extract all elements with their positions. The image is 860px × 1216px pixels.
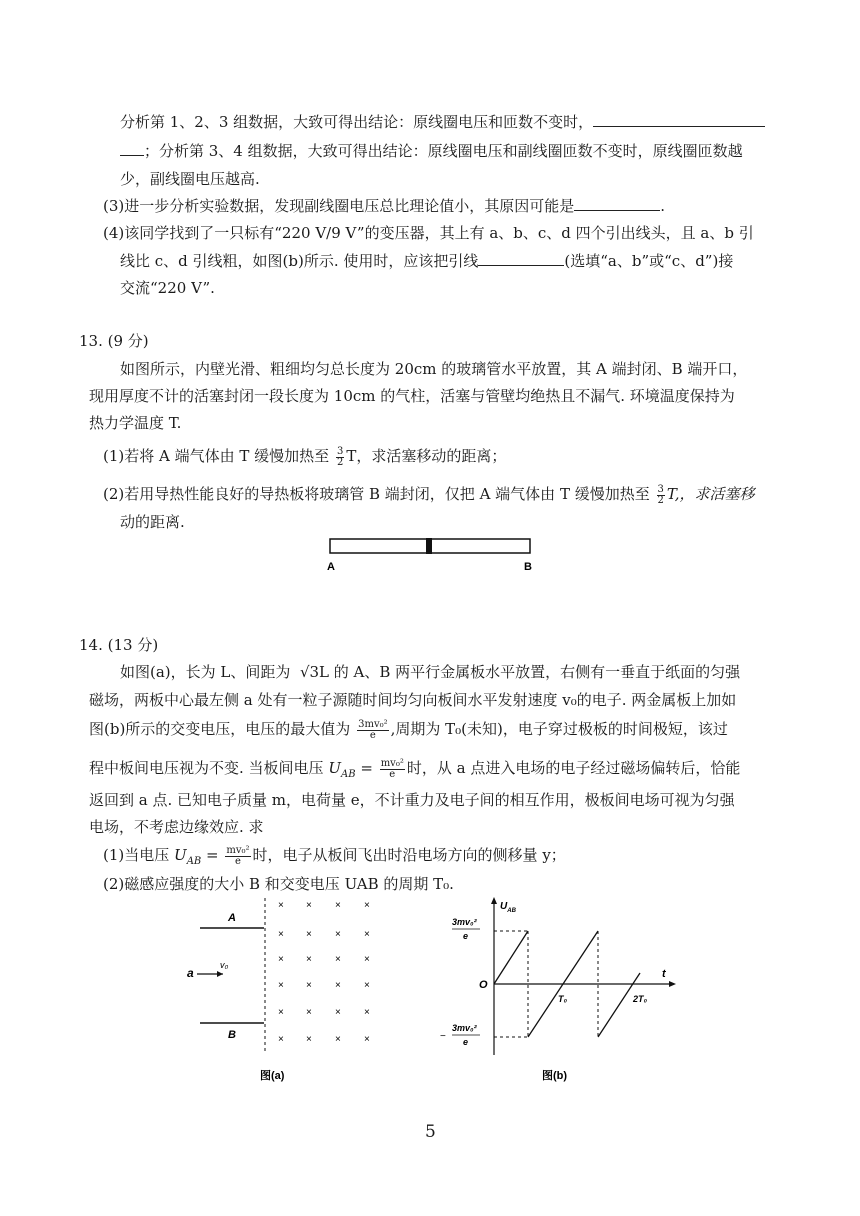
q14-p1-b: 的 A、B 两平行金属板水平放置，右侧有一垂直于纸面的匀强	[333, 663, 741, 681]
y-arrow-icon	[491, 897, 497, 904]
field-cross-icon: ×	[306, 954, 312, 965]
frac-den: e	[369, 729, 376, 741]
fraction-mv0sq-over-e	[380, 759, 405, 780]
frac-den: e	[389, 768, 396, 780]
field-cross-icon: ×	[364, 1007, 370, 1018]
min-sign: −	[440, 1031, 446, 1042]
three-halves-fraction-2	[657, 485, 665, 506]
field-cross-icon: ×	[335, 929, 341, 940]
fraction-3mv0sq-over-e	[357, 720, 389, 741]
origin-label: O	[479, 979, 488, 991]
q13-sub2-cont: 动的距离.	[120, 513, 185, 531]
magnetic-field-crosses	[278, 900, 370, 1045]
field-cross-icon: ×	[335, 1034, 341, 1045]
field-cross-icon: ×	[364, 1034, 370, 1045]
q12-line3: 少，副线圈电压越高.	[120, 170, 260, 188]
q13-p2: 现用厚度不计的活塞封闭一段长度为 10cm 的气柱，活塞与管壁均绝热且不漏气. 环境温度保持为	[89, 387, 735, 405]
answer-blank-2	[574, 196, 660, 211]
equals-sign: =	[355, 759, 373, 777]
y-axis-label	[500, 901, 517, 914]
frac-num: 3mv₀²	[358, 718, 388, 730]
u-letter: U	[174, 846, 187, 864]
q12-item4-line2	[120, 250, 733, 272]
field-cross-icon: ×	[306, 1007, 312, 1018]
field-cross-icon: ×	[335, 1007, 341, 1018]
field-cross-icon: ×	[306, 900, 312, 911]
field-cross-icon: ×	[364, 900, 370, 911]
q14-p4-b: 时，从 a 点进入电场的电子经过磁场偏转后，恰能	[406, 759, 741, 777]
u-letter: U	[328, 759, 341, 777]
q12-item3-end: .	[660, 197, 666, 215]
tube-label-b: B	[524, 561, 532, 573]
field-cross-icon: ×	[278, 900, 284, 911]
q14-p1	[120, 661, 740, 683]
q14-p6: 电场，不考虑边缘效应. 求	[89, 818, 264, 836]
ramp-1	[494, 931, 528, 984]
plate-a-label: A	[228, 912, 236, 924]
field-cross-icon: ×	[335, 954, 341, 965]
glass-tube-figure	[320, 532, 540, 578]
frac-den: 2	[657, 494, 664, 506]
three-halves-fraction	[336, 447, 344, 468]
q14-sub1	[103, 844, 566, 873]
min-value-num: 3mv₀²	[452, 1023, 477, 1033]
ab-sub: AB	[340, 769, 356, 780]
frac-num: 3	[657, 483, 664, 495]
q12-item4-line3: 交流“220 V”.	[120, 279, 215, 297]
q14-header: 14. (13 分)	[79, 636, 159, 654]
q13-header: 13. (9 分)	[79, 332, 149, 350]
max-value-num: 3mv₀²	[452, 917, 477, 927]
q12-line1	[120, 111, 765, 133]
velocity-label: v₀	[220, 960, 229, 970]
tube-label-a: A	[327, 561, 335, 573]
q13-sub2-b: T,，求活塞移	[666, 485, 755, 503]
q14-p3-a: 图(b)所示的交变电压，电压的最大值为	[89, 720, 351, 738]
x-arrow-icon	[669, 981, 676, 987]
field-cross-icon: ×	[306, 980, 312, 991]
answer-blank-1-cont	[120, 141, 144, 156]
field-cross-icon: ×	[278, 980, 284, 991]
figure-a	[180, 895, 380, 1087]
field-cross-icon: ×	[278, 954, 284, 965]
figure-a-caption: 图(a)	[260, 1070, 285, 1082]
frac-num: mv₀²	[380, 757, 404, 769]
field-cross-icon: ×	[306, 929, 312, 940]
field-cross-icon: ×	[306, 1034, 312, 1045]
source-label: a	[187, 966, 194, 980]
q12-item3-text: (3)进一步分析实验数据，发现副线圈电压总比理论值小，其原因可能是	[103, 197, 575, 215]
ramp-3	[598, 973, 640, 1037]
answer-blank-1	[593, 112, 765, 127]
sqrt3-l: √3L	[299, 663, 329, 681]
plate-b-label: B	[228, 1029, 236, 1041]
q14-p2: 磁场，两板中心最左侧 a 处有一粒子源随时间均匀向板间水平发射速度 v₀的电子. 两金属板上加如	[89, 691, 737, 709]
q13-p3: 热力学温度 T.	[89, 414, 182, 432]
q14-sub2: (2)磁感应强度的大小 B 和交变电压 UAB 的周期 T₀.	[103, 875, 454, 893]
ab-sub: AB	[507, 908, 516, 914]
frac-den: 2	[336, 456, 344, 468]
q14-p5: 返回到 a 点. 已知电子质量 m，电荷量 e，不计重力及电子间的相互作用，极板间电场可视为匀强	[89, 791, 735, 809]
frac-num: 3	[336, 445, 344, 457]
q14-p3	[89, 718, 728, 741]
piston	[426, 538, 432, 554]
field-cross-icon: ×	[364, 954, 370, 965]
page-number: 5	[425, 1122, 436, 1142]
q12-item3	[103, 195, 665, 217]
tick-2t0: 2T₀	[633, 994, 648, 1004]
q14-p3-b: ,周期为 T₀(未知)，电子穿过极板的时间极短，该过	[390, 720, 728, 738]
q12-line1-text: 分析第 1、2、3 组数据，大致可得出结论：原线圈电压和匝数不变时，	[120, 113, 594, 131]
q14-p4-a: 程中板间电压视为不变. 当板间电压	[89, 759, 324, 777]
figure-b-caption: 图(b)	[542, 1070, 568, 1082]
answer-blank-3	[478, 251, 564, 266]
q13-p1: 如图所示，内壁光滑、粗细均匀总长度为 20cm 的玻璃管水平放置，其 A 端封闭、B 端开口，	[120, 360, 748, 378]
ab-sub: AB	[186, 856, 202, 867]
tick-t0: T₀	[558, 994, 568, 1004]
field-cross-icon: ×	[364, 980, 370, 991]
field-cross-icon: ×	[278, 1007, 284, 1018]
min-value-den: e	[463, 1037, 469, 1047]
arrow-head-icon	[217, 971, 223, 977]
field-cross-icon: ×	[335, 980, 341, 991]
q14-p1-a: 如图(a)，长为 L、间距为	[120, 663, 291, 681]
q12-item4-line2-b: (选填“a、b”或“c、d”)接	[564, 252, 734, 270]
q13-sub2	[103, 483, 754, 506]
u-ab-symbol-2	[174, 846, 202, 867]
equals-sign: =	[201, 846, 219, 864]
field-cross-icon: ×	[335, 900, 341, 911]
frac-num: mv₀²	[226, 844, 250, 856]
frac-den: e	[235, 855, 241, 867]
q14-p4	[89, 757, 740, 786]
q13-sub2-a: (2)若用导热性能良好的导热板将玻璃管 B 端封闭，仅把 A 端气体由 T 缓慢加热至	[103, 485, 650, 503]
u-ab-symbol	[328, 759, 356, 780]
max-value-den: e	[463, 931, 469, 941]
q13-sub1-b: T，求活塞移动的距离；	[346, 447, 507, 465]
q14-sub1-a: (1)当电压	[103, 846, 170, 864]
q14-sub1-b: 时，电子从板间飞出时沿电场方向的侧移量 y；	[252, 846, 566, 864]
q13-sub1	[103, 445, 506, 468]
q12-item4-line1: (4)该同学找到了一只标有“220 V/9 V”的变压器，其上有 a、b、c、d 四个引出线头，且 a、b 引	[103, 224, 754, 242]
q12-line2	[120, 140, 743, 162]
fraction-mv0sq-over-e-2	[225, 846, 250, 867]
field-cross-icon: ×	[278, 1034, 284, 1045]
u-letter: U	[500, 901, 508, 912]
field-cross-icon: ×	[364, 929, 370, 940]
q13-sub1-a: (1)若将 A 端气体由 T 缓慢加热至	[103, 447, 330, 465]
x-axis-label: t	[662, 968, 666, 980]
figure-b-graph	[430, 895, 680, 1087]
q12-line2-text: ；分析第 3、4 组数据，大致可得出结论：原线圈电压和副线圈匝数不变时，原线圈匝数越	[144, 142, 743, 160]
q12-item4-line2-a: 线比 c、d 引线粗，如图(b)所示. 使用时，应该把引线	[120, 252, 479, 270]
field-cross-icon: ×	[278, 929, 284, 940]
